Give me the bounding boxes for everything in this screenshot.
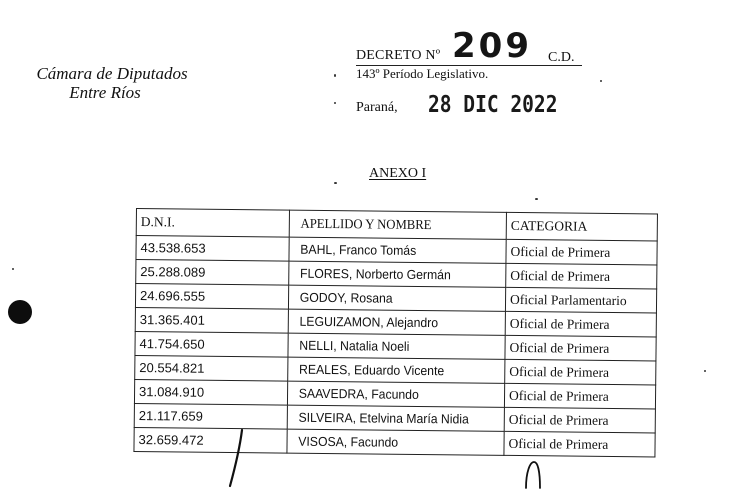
scan-speck bbox=[535, 198, 538, 200]
cell-dni: 21.117.659 bbox=[134, 403, 287, 429]
chamber-name bbox=[32, 64, 192, 102]
chamber-name-line1: Cámara de Diputados bbox=[36, 64, 188, 83]
legislative-period: 143º Período Legislativo. bbox=[356, 66, 489, 81]
scan-speck bbox=[12, 268, 14, 270]
cell-category: Oficial de Primera bbox=[504, 383, 655, 409]
cell-dni: 31.084.910 bbox=[134, 379, 287, 405]
decree-label: DECRETO Nº bbox=[356, 48, 441, 63]
decree-number: 209 bbox=[452, 26, 532, 66]
cell-dni: 43.538.653 bbox=[136, 236, 289, 262]
cell-category: Oficial de Primera bbox=[505, 311, 656, 337]
cell-name: BAHL, Franco Tomás bbox=[295, 237, 499, 263]
cell-dni: 24.696.555 bbox=[135, 284, 288, 310]
scan-speck bbox=[704, 370, 706, 372]
cell-category: Oficial Parlamentario bbox=[505, 287, 656, 313]
column-header-dni: D.N.I. bbox=[136, 209, 289, 238]
cell-category: Oficial de Primera bbox=[506, 263, 657, 289]
scan-speck bbox=[334, 74, 336, 77]
cell-category: Oficial de Primera bbox=[504, 431, 655, 457]
cell-name: GODOY, Rosana bbox=[295, 285, 499, 311]
cell-category: Oficial de Primera bbox=[505, 359, 656, 385]
scan-speck bbox=[334, 182, 337, 184]
cell-dni: 41.754.650 bbox=[135, 331, 288, 357]
cell-dni: 20.554.821 bbox=[135, 355, 288, 381]
annex-title: ANEXO I bbox=[369, 166, 427, 181]
place-name: Paraná, bbox=[356, 100, 398, 115]
cell-name: SAAVEDRA, Facundo bbox=[294, 381, 498, 407]
cell-dni: 32.659.472 bbox=[134, 427, 287, 453]
scan-speck bbox=[600, 80, 602, 82]
cell-name: LEGUIZAMON, Alejandro bbox=[295, 309, 499, 335]
annex-table bbox=[133, 208, 658, 457]
column-header-name: APELLIDO Y NOMBRE bbox=[296, 210, 500, 239]
signature-stroke bbox=[520, 458, 550, 489]
cell-name: VISOSA, Facundo bbox=[293, 429, 497, 455]
column-header-category: CATEGORIA bbox=[506, 212, 657, 241]
annex-table-wrapper bbox=[133, 208, 658, 457]
chamber-name-line2: Entre Ríos bbox=[69, 83, 141, 102]
cell-name: REALES, Eduardo Vicente bbox=[294, 357, 498, 383]
scan-speck bbox=[334, 102, 336, 104]
date-stamp: 28 DIC 2022 bbox=[428, 92, 558, 118]
decree-block bbox=[356, 26, 586, 81]
decree-heading bbox=[356, 26, 586, 66]
signature-stroke bbox=[220, 428, 260, 488]
cell-name: FLORES, Norberto Germán bbox=[295, 261, 499, 287]
table-row bbox=[134, 427, 655, 456]
cell-category: Oficial de Primera bbox=[506, 239, 657, 265]
cell-dni: 25.288.089 bbox=[136, 260, 289, 286]
punch-hole-mark bbox=[8, 300, 32, 324]
cell-category: Oficial de Primera bbox=[505, 335, 656, 361]
cell-name: NELLI, Natalia Noeli bbox=[294, 333, 498, 359]
cell-name: SILVEIRA, Etelvina María Nidia bbox=[294, 405, 498, 431]
cell-category: Oficial de Primera bbox=[504, 407, 655, 433]
cell-dni: 31.365.401 bbox=[135, 307, 288, 333]
decree-suffix: C.D. bbox=[548, 50, 575, 65]
